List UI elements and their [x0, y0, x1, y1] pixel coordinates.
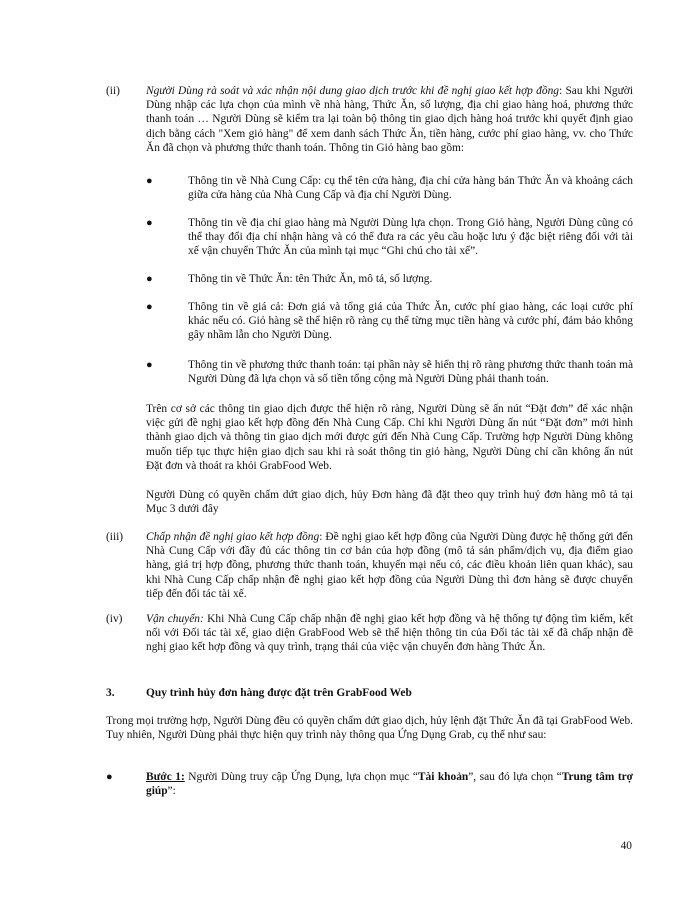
step-text: Người Dùng truy cập Ứng Dụng, lựa chọn mục “	[184, 771, 418, 783]
item-ii-title: Người Dùng rà soát và xác nhận nội dung giao dịch trước khi đề nghị giao kết hợp đồng	[146, 85, 559, 97]
step-text: ”, sau đó lựa chọn “	[468, 771, 562, 783]
bullet-text: Thông tin về Thức Ăn: tên Thức Ăn, mô tả, số lượng.	[188, 273, 433, 285]
item-iv-paragraph	[146, 612, 633, 655]
item-iii-paragraph	[146, 530, 633, 601]
bullet-item	[188, 358, 633, 386]
item-ii-paragraph	[146, 84, 633, 155]
bullet-text: Thông tin về địa chỉ giao hàng mà Người Dùng lựa chọn. Trong Giỏ hàng, Người Dùng cũng có thể thay đổi địa chỉ nhận hàng và có thể đưa ra các yêu cầu hoặc lưu ý đặc biệt riêng đối với tài xế vận chuyển Thức Ăn của mình tại mục “Ghi chú cho tài xế”.	[188, 217, 633, 258]
bullet-item	[188, 272, 633, 286]
bullet-icon: ●	[146, 359, 153, 371]
bullet-icon: ●	[106, 771, 113, 783]
section-paragraph	[106, 714, 633, 742]
paragraph-text: Trên cơ sở các thông tin giao dịch được thể hiện rõ ràng, Người Dùng sẽ ấn nút “Đặt đơn” để xác nhận việc gửi đề nghị giao kết hợp đồng đến Nhà Cung Cấp. Chỉ khi Người Dùng ấn nút “Đặt đơn” mới hình thành giao dịch và thông tin giao dịch mới được gửi đến Nhà Cung Cấp. Trường hợp Người Dùng không muốn tiếp tục thực hiện giao dịch sau khi rà soát thông tin giỏ hàng, Người Dùng chỉ cần không ấn nút Đặt đơn và thoát ra khỏi GrabFood Web.	[146, 403, 633, 472]
bullet-icon: ●	[146, 175, 153, 187]
section-heading: Quy trình hủy đơn hàng được đặt trên GrabFood Web	[146, 687, 412, 699]
item-ii-text	[146, 84, 633, 155]
step-label: Bước 1:	[146, 771, 185, 783]
paragraph-confirm-order	[146, 402, 633, 473]
paragraph-text: Người Dùng có quyền chấm dứt giao dịch, hủy Đơn hàng đã đặt theo quy trình huỷ đơn hàng mô tả tại Mục 3 dưới đây	[146, 489, 633, 516]
step-bold-help-center: Trung tâm trợ giúp	[146, 771, 633, 798]
bullet-item	[188, 216, 633, 259]
item-marker: (iv)	[106, 613, 123, 625]
bullet-icon: ●	[146, 273, 153, 285]
bullet-text: Thông tin về phương thức thanh toán: tại phần này sẽ hiển thị rõ ràng phương thức thanh toán mà Người Dùng đã lựa chọn và số tiền tổng cộng mà Người Dùng phải thanh toán.	[188, 359, 633, 386]
item-iv-body: Khi Nhà Cung Cấp chấp nhận đề nghị giao kết hợp đồng và hệ thống tự động tìm kiếm, kết nối với Đối tác tài xế, giao diện GrabFood Web sẽ thể hiện thông tin của Đối tác tài xế đã chấp nhận đề nghị giao kết hợp đồng và quy trình, trạng thái của việc vận chuyển đơn hàng Thức Ăn.	[146, 613, 633, 654]
item-iv-text	[146, 612, 633, 655]
step-1-text	[146, 770, 633, 798]
item-marker: (ii)	[106, 85, 120, 97]
step-bold-account: Tài khoản	[417, 771, 469, 783]
bullet-text: Thông tin về Nhà Cung Cấp: cụ thể tên cửa hàng, địa chỉ cửa hàng bán Thức Ăn và khoảng cách giữa cửa hàng của Nhà Cung Cấp và địa chỉ Người Dùng.	[188, 175, 633, 202]
item-iii-text	[146, 530, 633, 601]
bullet-icon: ●	[146, 217, 153, 229]
page-number: 40	[620, 840, 632, 852]
bullet-text: Thông tin về giá cả: Đơn giá và tổng giá của Thức Ăn, cước phí giao hàng, các loại cước phí khác nếu có. Giỏ hàng sẽ thể hiện rõ ràng cụ thể từng mục tiền hàng và cước phí, đảm bảo không gây nhầm lẫn cho Người Dùng.	[188, 301, 633, 342]
item-marker: (iii)	[106, 531, 124, 543]
item-iii-body: : Đề nghị giao kết hợp đồng của Người Dùng được hệ thống gửi đến Nhà Cung Cấp với đầy đủ các thông tin cơ bản của hợp đồng (mô tả sản phẩm/dịch vụ, địa điểm giao hàng, giá trị hợp đồng, phương thức thanh toán, khuyến mại nếu có, các điều khoản liên quan khác), sau khi Nhà Cung Cấp chấp nhận đề nghị giao kết hợp đồng của Người Dùng thì đơn hàng sẽ được chuyển tiếp đến đối tác tài xế.	[146, 531, 633, 600]
paragraph-text: Trong mọi trường hợp, Người Dùng đều có quyền chấm dứt giao dịch, hủy lệnh đặt Thức Ăn đã tại GrabFood Web. Tuy nhiên, Người Dùng phải thực hiện quy trình này thông qua Ứng Dụng Grab, cụ thể như sau:	[106, 715, 633, 742]
bullet-item	[188, 174, 633, 202]
item-iii-title: Chấp nhận đề nghị giao kết hợp đồng	[146, 531, 320, 543]
item-iv-title: Vận chuyển:	[146, 613, 204, 625]
step-text: ”:	[167, 785, 176, 798]
paragraph-cancel-right	[146, 488, 633, 516]
bullet-item	[188, 300, 633, 343]
bullet-icon: ●	[146, 301, 153, 313]
step-1-item	[146, 770, 633, 798]
section-number: 3.	[106, 687, 115, 699]
item-ii-body: : Sau khi Người Dùng nhập các lựa chọn của mình về nhà hàng, Thức Ăn, số lượng, địa chỉ giao hàng hoá, phương thức thanh toán … Người Dùng sẽ kiểm tra lại toàn bộ thông tin giao dịch hàng hoá trước khi quyết định giao dịch bằng cách "Xem giỏ hàng" để xem danh sách Thức Ăn, tiền hàng, cước phí giao hàng, vv. cho Thức Ăn đã chọn và phương thức thanh toán. Thông tin Giỏ hàng bao gồm:	[146, 85, 633, 154]
